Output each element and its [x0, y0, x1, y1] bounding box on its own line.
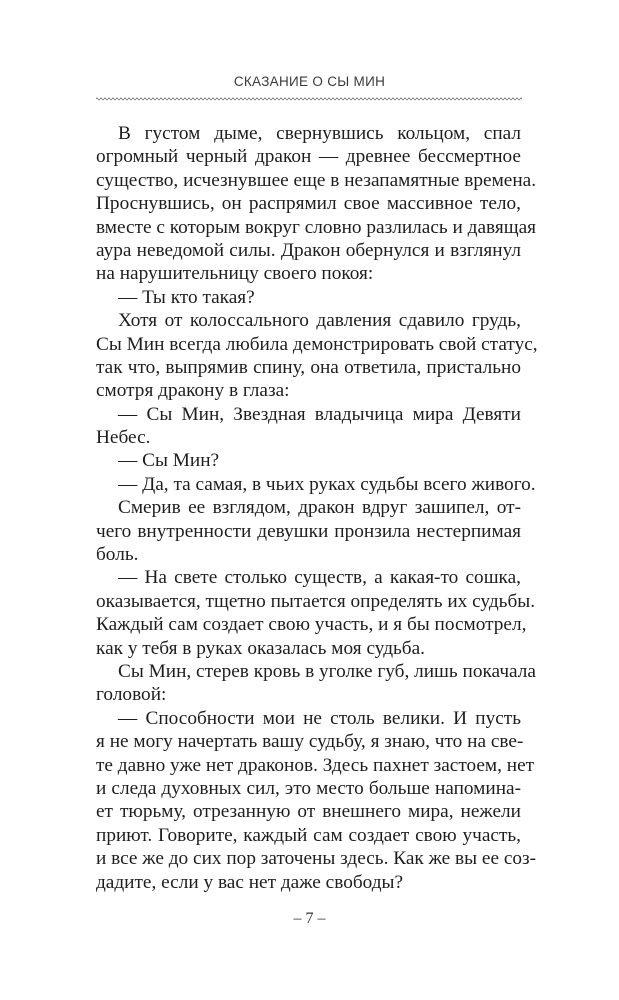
text-line: на нарушительницу своего покоя:: [96, 263, 374, 285]
text-line: Сы Мин всегда любила демонстрировать свой статус,: [96, 333, 538, 355]
text-line: Каждый сам создает свою участь, и я бы посмотрел,: [96, 614, 527, 636]
text-line: Проснувшись, он распрямил свое массивное тело,: [96, 193, 521, 215]
text-line: — Ты кто такая?: [118, 286, 255, 308]
text-line: Небес.: [96, 427, 151, 449]
text-line: Хотя от колоссального давления сдавило грудь,: [118, 310, 521, 332]
text-line: вместе с которым вокруг словно разлилась и давящая: [96, 216, 537, 238]
text-line: аура неведомой силы. Дракон обернулся и взглянул: [96, 239, 521, 261]
text-line: как у тебя в руках оказалась моя судьба.: [96, 637, 425, 659]
paragraph: [96, 496, 521, 566]
text-line: оказывается, тщетно пытается определять их судьбы.: [96, 590, 536, 612]
text-line: — Сы Мин?: [118, 450, 220, 472]
page-number: – 7 –: [293, 910, 326, 927]
text-line: — Да, та самая, в чьих руках судьбы всего живого.: [118, 473, 536, 495]
paragraph: [96, 566, 536, 660]
text-line: смотря дракону в глаза:: [96, 380, 290, 402]
text-line: я не могу начертать вашу судьбу, я знаю, что на све-: [96, 731, 524, 753]
text-line: чего внутренности девушки пронзила нестерпимая: [96, 520, 521, 542]
text-line: — На свете столько существ, а какая-то сошка,: [118, 567, 521, 589]
paragraph: [96, 660, 536, 707]
text-line: — Способности мои не столь велики. И пусть: [118, 707, 521, 729]
text-line: Смерив ее взглядом, дракон вдруг зашипел, от-: [118, 497, 521, 519]
text-line: те давно уже нет драконов. Здесь пахнет застоем, нет: [96, 754, 535, 776]
text-line: ет тюрьму, отрезанную от внешнего мира, нежели: [96, 801, 521, 823]
paragraph: [96, 309, 538, 403]
text-line: огромный черный дракон — древнее бессмертное: [96, 146, 521, 168]
paragraph: [96, 473, 536, 496]
text-line: В густом дыме, свернувшись кольцом, спал: [118, 123, 521, 144]
text-line: так что, выпрямив спину, она ответила, пристально: [96, 356, 521, 378]
paragraph: [96, 707, 537, 894]
text-line: приют. Говорите, каждый сам создает свою участь,: [96, 824, 521, 846]
text-line: Сы Мин, стерев кровь в уголке губ, лишь покачала: [118, 660, 536, 682]
paragraph: [96, 286, 521, 309]
paragraph: [96, 449, 521, 472]
paragraph: [96, 122, 537, 286]
text-line: существо, исчезнувшее еще в незапамятные времена.: [96, 169, 537, 191]
body-text: [96, 122, 538, 894]
text-line: и все же до сих пор заточены здесь. Как же вы ее соз-: [96, 848, 537, 870]
text-line: — Сы Мин, Звездная владычица мира Девяти: [118, 403, 521, 425]
text-line: и следа духовных сил, это место больше напомина-: [96, 777, 521, 799]
paragraph: [96, 403, 521, 450]
wavy-divider: [96, 96, 522, 102]
text-line: головой:: [96, 684, 167, 706]
text-line: боль.: [96, 544, 139, 566]
running-title: СКАЗАНИЕ О СЫ МИН: [233, 74, 386, 89]
text-line: дадите, если у вас нет даже свободы?: [96, 871, 404, 893]
